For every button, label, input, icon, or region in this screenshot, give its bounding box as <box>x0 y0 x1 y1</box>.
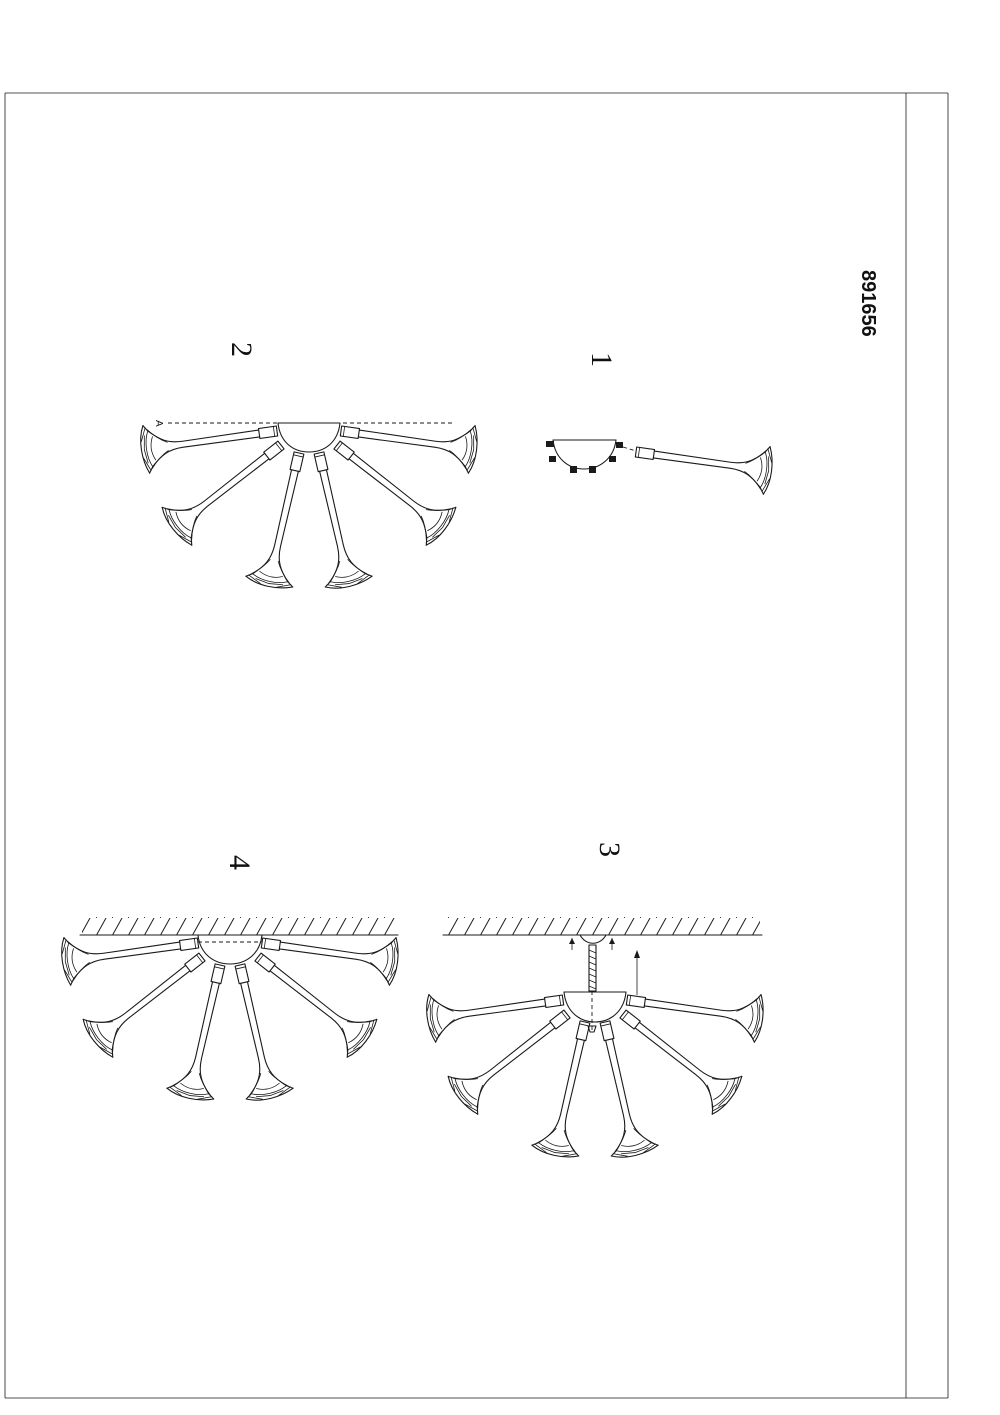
step-3-number: 3 <box>593 842 626 857</box>
step-2-diagram <box>138 407 480 592</box>
ceiling-4 <box>80 917 398 935</box>
canopy-with-connectors <box>546 440 623 473</box>
step-2-number: 2 <box>225 342 258 357</box>
marker-a: A <box>153 420 164 427</box>
lift-arrow <box>634 950 640 995</box>
product-code: 891656 <box>857 270 879 337</box>
step-1-number: 1 <box>585 352 618 367</box>
page-frame <box>5 93 948 1398</box>
step-3-diagram <box>424 917 766 1161</box>
step-1-diagram <box>546 428 775 495</box>
step-4-diagram <box>59 917 401 1104</box>
mounting-screws <box>569 935 615 1032</box>
step-4-number: 4 <box>223 855 256 870</box>
single-arm <box>633 428 775 495</box>
ceiling-3 <box>443 917 762 935</box>
